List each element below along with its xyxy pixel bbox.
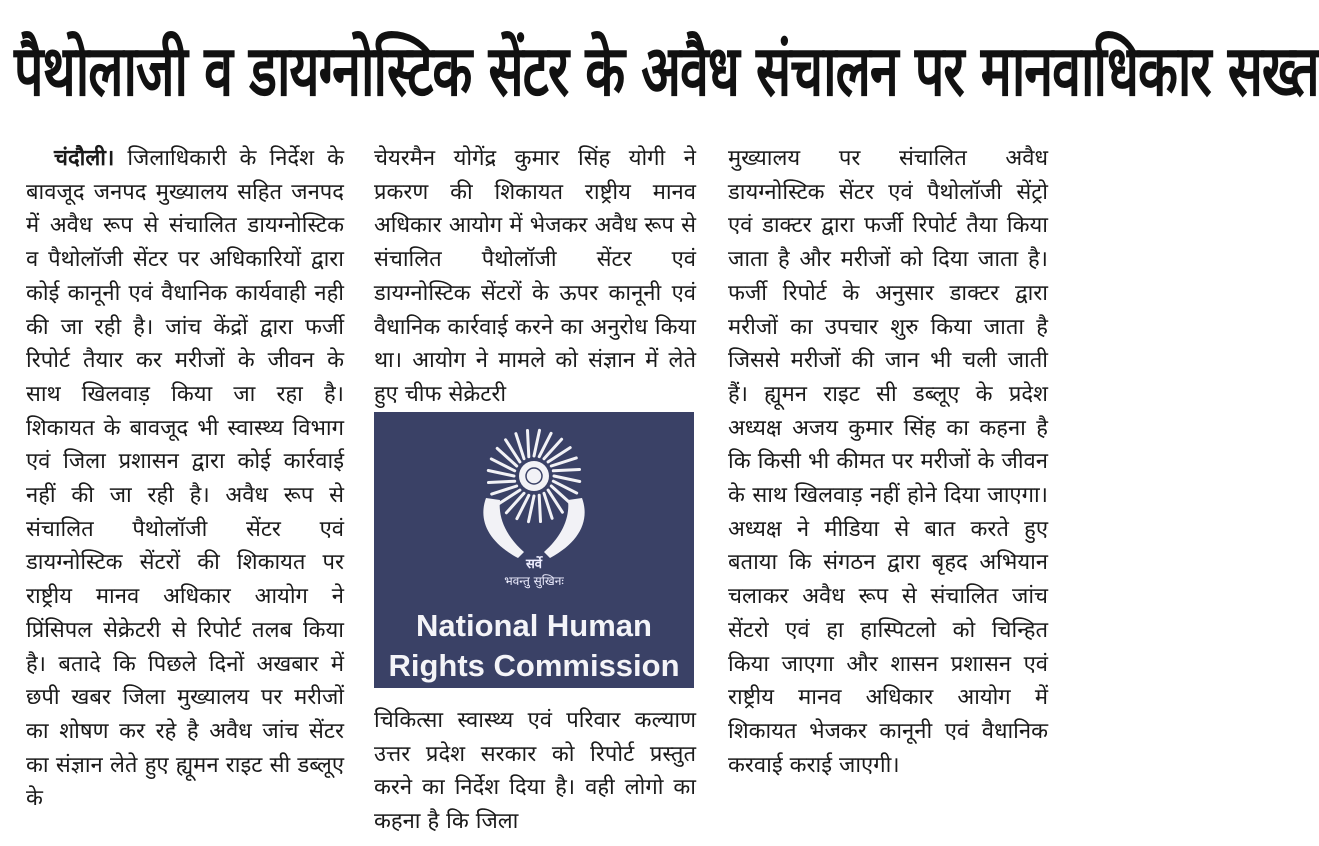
nhrc-photo bbox=[374, 412, 694, 688]
article-text-col3: मुख्यालय पर संचालित अवैध डायग्नोस्टिक सेंटर एवं पैथोलॉजी सेंट्रो एवं डाक्टर द्वारा फर्जी रिपोर्ट तैया किया जाता है और मरीजों को दिया जाता है। फर्जी रिपोर्ट के अनुसार डाक्टर द्वारा मरीजों का उपचार शुरु किया जाता है जिससे मरीजों की जान भी चली जाती हैं। ह्यूमन राइट सी डब्लूए के प्रदेश अध्यक्ष अजय कुमार सिंह का कहना है कि किसी भी कीमत पर मरीजों के जीवन के साथ खिलवाड़ नहीं होने दिया जाएगा। अध्यक्ष ने मीडिया से बात करते हुए बताया कि संगठन द्वारा बृहद अभियान चलाकर अवैध रूप से संचालित जांच सेंटरो एवं हा हास्पिटलो को चिन्हित किया जाएगा और शासन प्रशासन एवं राष्ट्रीय मानव अधिकार आयोग में शिकायत भेजकर कानूनी एवं वैधानिक करवाई कराई जाएगी। bbox=[728, 146, 1048, 778]
emblem-ray bbox=[534, 430, 540, 456]
article-text-col2-bottom: चिकित्सा स्वास्थ्य एवं परिवार कल्याण उत्तर प्रदेश सरकार को रिपोर्ट प्रस्तुत करने का निर्देश दिया है। वही लोगो का कहना है कि जिला bbox=[374, 708, 696, 835]
article-text-col1: जिलाधिकारी के निर्देश के बावजूद जनपद मुख्यालय सहित जनपद में अवैध रूप से संचालित डायग्नोस्टिक व पैथोलॉजी सेंटर पर अधिकारियों द्वारा कोई कानूनी एवं वैधानिक कार्यवाही नही की जा रही है। जांच केंद्रों द्वारा फर्जी रिपोर्ट तैयार कर मरीजों के जीवन के साथ खिलवाड़ किया जा रहा है। शिकायत के बावजूद भी स्वास्थ्य विभाग एवं जिला प्रशासन द्वारा कोई कार्रवाई नहीं की जा रही है। अवैध रूप से संचालित पैथोलॉजी सेंटर एवं डायग्नोस्टिक सेंटरों की शिकायत पर राष्ट्रीय मानव अधिकार आयोग ने प्रिंसिपल सेक्रेटरी से रिपोर्ट तलब किया है। बतादे कि पिछले दिनों अखबार में छपी खबर जिला मुख्यालय पर मरीजों का शोषण कर रहे है अवैध जांच सेंटर का संज्ञान लेते हुए ह्यूमन राइट सी डब्लूए के bbox=[26, 146, 344, 812]
emblem-ray bbox=[528, 431, 529, 457]
article-paragraph-1 bbox=[26, 142, 344, 816]
headline: पैथोलाजी व डायग्नोस्टिक सेंटर के अवैध संचालन पर मानवाधिकार सख्त bbox=[14, 31, 1319, 113]
article-column-3 bbox=[728, 142, 1048, 782]
emblem-ray bbox=[553, 470, 579, 471]
motto-line-1: सर्वे bbox=[525, 557, 543, 572]
motto-line-2: भवन्तु सुखिनः bbox=[504, 574, 564, 588]
emblem-ray bbox=[489, 481, 515, 482]
emblem-ray bbox=[539, 495, 540, 521]
organization-name-line-1: National Human bbox=[416, 608, 652, 643]
article-text-col2-top: चेयरमैन योगेंद्र कुमार सिंह योगी ने प्रकरण की शिकायत राष्ट्रीय मानव अधिकार आयोग में भेजकर अवैध रूप से संचालित पैथोलॉजी सेंटर एवं डायग्नोस्टिक सेंटरों के ऊपर कानूनी एवं वैधानिक कार्रवाई करने का अनुरोध किया था। आयोग ने मामले को संज्ञान में लेते हुए चीफ सेक्रेटरी bbox=[374, 146, 696, 407]
article-column-1 bbox=[26, 142, 344, 816]
emblem-ray bbox=[554, 476, 580, 482]
dateline: चंदौली। bbox=[54, 146, 115, 171]
emblem-ray bbox=[488, 471, 514, 477]
organization-name-line-2: Rights Commission bbox=[388, 648, 680, 683]
emblem-ray bbox=[529, 496, 535, 522]
organization-name bbox=[374, 606, 694, 686]
nhrc-emblem-icon bbox=[448, 420, 620, 570]
